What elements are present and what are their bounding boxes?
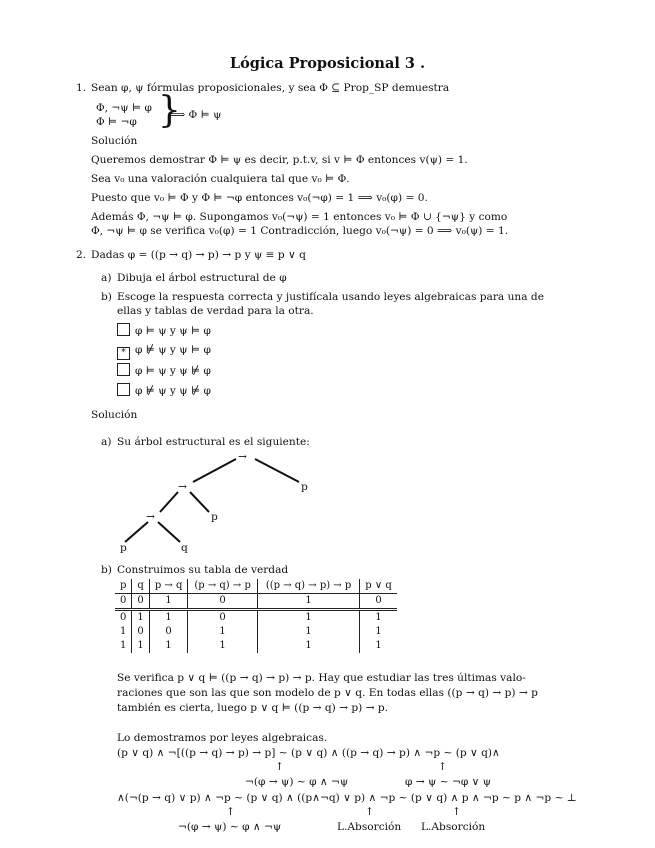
tree-edge [190,492,209,512]
table-header: q [132,579,149,594]
tree-node: → [178,481,187,493]
option-text: φ ⊨ ψ y ψ ⊨ φ [135,325,211,337]
table-cell: 1 [149,610,188,626]
table-header: p → q [149,579,188,594]
table-cell: 1 [257,610,359,626]
tree-node-root: → [238,451,247,463]
tree-edge [125,522,148,542]
solution-line: Sea v₀ una valoración cualquiera tal que v₀ ⊨ Φ. [91,173,350,185]
law-note: ¬(φ → ψ) ∼ φ ∧ ¬ψ [245,776,349,788]
problem-2-statement: Dadas φ = ((p → q) → p) → p y ψ ≡ p ∨ q [91,249,306,261]
option-checkbox[interactable]: * [117,347,130,360]
tree-edge [255,459,299,482]
solution-line: Queremos demostrar Φ ⊨ ψ es decir, p.t.v, si v ⊨ Φ entonces v(ψ) = 1. [91,154,468,166]
table-cell: 1 [360,639,397,653]
up-arrow: ↑ [438,761,447,773]
table-header: p [115,579,132,594]
table-cell: 1 [360,625,397,639]
solution-line: Puesto que v₀ ⊨ Φ y Φ ⊨ ¬φ entonces v₀(¬φ) = 1 ⟹ v₀(φ) = 0. [91,192,428,204]
table-cell: 1 [257,639,359,653]
table-header: p ∨ q [360,579,397,594]
up-arrow: ↑ [275,761,284,773]
table-cell: 1 [360,610,397,626]
option-text: φ ⊭ ψ y ψ ⊭ φ [135,385,211,397]
tree-edge [193,459,236,482]
table-cell: 1 [120,640,127,651]
table-cell: 1 [257,625,359,639]
page-title: Lógica Proposicional 3 . [229,55,426,72]
part-b-text: ellas y tablas de verdad para la otra. [117,305,314,317]
truth-table-grid [115,579,397,653]
truth-table [115,579,397,653]
table-row [115,610,397,626]
table-row [115,594,397,610]
tree-edge [160,492,178,512]
problem-1-statement: Sean φ, ψ fórmulas proposicionales, y sea Φ ⊆ Prop_SP demuestra [91,82,450,94]
verify-line: raciones que son las que son modelo de p ∨ q. En todas ellas ((p → q) → p) → p [117,687,538,699]
table-cell: 0 [120,612,127,623]
part-a-text: Dibuja el árbol estructural de φ [117,272,287,284]
tree-node: → [146,511,155,523]
table-cell: 1 [188,639,257,653]
option-text: φ ⊨ ψ y ψ ⊭ φ [135,365,211,377]
table-header: (p → q) → p [188,579,257,594]
tree-leaf: q [181,542,188,554]
table-cell: 1 [149,639,188,653]
tree-leaf: p [120,542,127,554]
table-cell: 0 [188,610,257,626]
table-cell: 0 [132,625,149,639]
solution-a-label: a) [101,436,112,448]
part-a-label: a) [101,272,112,284]
solution-b-label: b) [101,564,112,576]
part-b-text: Escoge la respuesta correcta y justifícala usando leyes algebraicas para una de [117,291,544,303]
option-text: φ ⊭ ψ y ψ ⊨ φ [135,344,211,356]
law-note: L.Absorción [421,821,486,833]
problem-1-number: 1. [76,82,87,94]
up-arrow: ↑ [365,806,374,818]
part-b-label: b) [101,291,112,303]
up-arrow: ↑ [452,806,461,818]
problem-2-number: 2. [76,249,87,261]
table-header-row [115,579,397,594]
algebraic-line-2: ∧(¬(p → q) ∨ p) ∧ ¬p ∼ (p ∨ q) ∧ ((p∧¬q) ∨ p) ∧ ¬p ∼ (p ∨ q) ∧ p ∧ ¬p ∼ p ∧ ¬p ∼ ⊥ [117,792,577,804]
table-row [115,625,397,639]
table-cell: 0 [149,625,188,639]
tree-leaf: p [211,511,218,523]
tree-edge [158,522,180,542]
up-arrow: ↑ [226,806,235,818]
table-cell: 1 [188,625,257,639]
premise-1: Φ, ¬ψ ⊨ φ [96,102,152,114]
law-note: φ → ψ ∼ ¬φ ∨ ψ [405,776,492,788]
premise-2: Φ ⊨ ¬φ [96,116,137,128]
verify-line: Se verifica p ∨ q ⊨ ((p → q) → p) → p. Hay que estudiar las tres últimas valo- [117,672,526,684]
solution-line: Φ, ¬ψ ⊨ φ se verifica v₀(φ) = 1 Contradicción, luego v₀(¬ψ) = 0 ⟹ v₀(ψ) = 1. [91,225,509,237]
algebraic-intro: Lo demostramos por leyes algebraicas. [117,732,328,744]
table-cell: 0 [115,594,132,610]
verify-line: también es cierta, luego p ∨ q ⊨ ((p → q) → p) → p. [117,702,389,714]
solution-line: Además Φ, ¬ψ ⊨ φ. Supongamos v₀(¬ψ) = 1 entonces v₀ ⊨ Φ ∪ {¬ψ} y como [91,211,508,223]
solution-b-text: Construimos su tabla de verdad [117,564,289,576]
solution-label-1: Solución [91,135,138,147]
table-cell: 1 [149,594,188,610]
law-note: ¬(φ → ψ) ∼ φ ∧ ¬ψ [178,821,282,833]
table-cell: 1 [132,610,149,626]
law-note: L.Absorción [337,821,402,833]
conclusion: ⟹ Φ ⊨ ψ [170,109,222,121]
table-row [115,639,397,653]
table-cell: 1 [132,639,149,653]
solution-label-2: Solución [91,409,138,421]
table-cell: 1 [257,594,359,610]
algebraic-line-1: (p ∨ q) ∧ ¬[((p → q) → p) → p] ∼ (p ∨ q) ∧ ((p → q) → p) ∧ ¬p ∼ (p ∨ q)∧ [117,747,500,759]
tree-leaf: p [301,481,308,493]
table-cell: 1 [120,626,127,637]
table-cell: 0 [360,594,397,610]
table-header: ((p → q) → p) → p [257,579,359,594]
table-cell: 0 [188,594,257,610]
premises-brace: } [158,90,181,131]
table-cell: 0 [132,594,149,610]
solution-a-text: Su árbol estructural es el siguiente: [117,436,310,448]
